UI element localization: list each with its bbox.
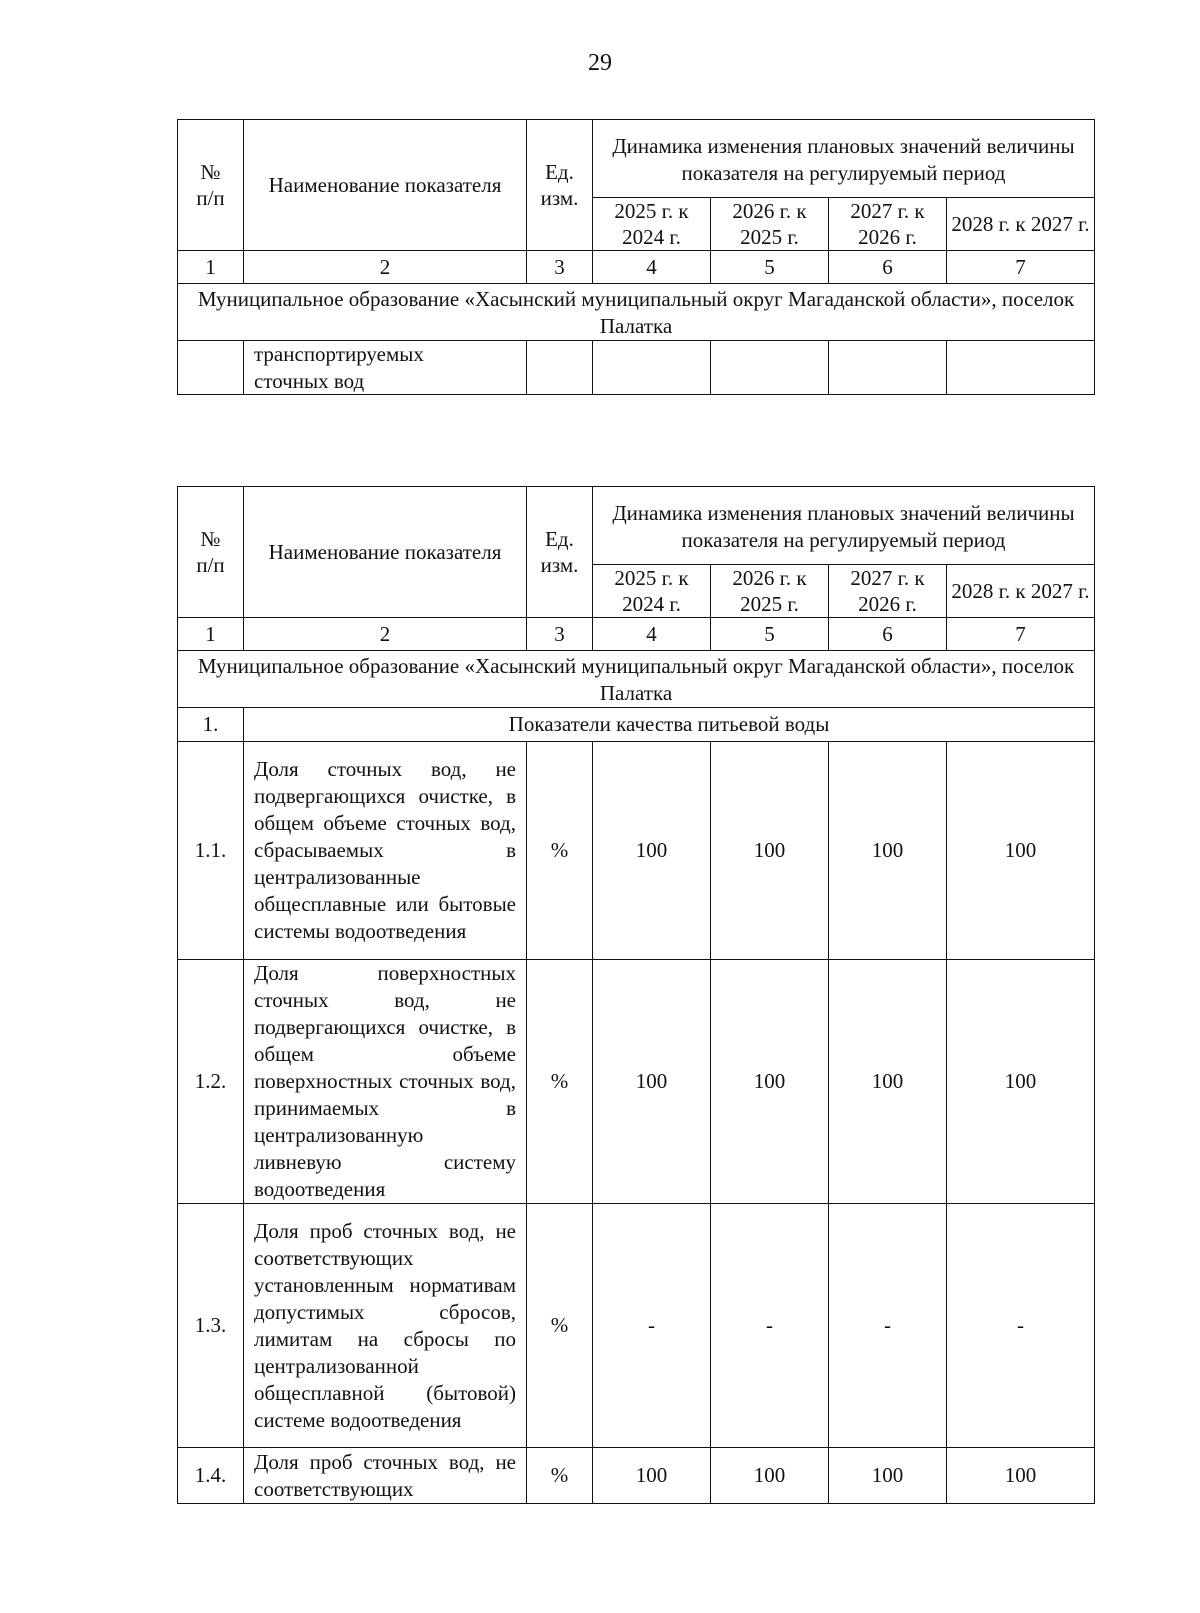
row-unit: %	[527, 960, 593, 1204]
row-name: транспортируемых сточных вод	[244, 341, 527, 395]
row-name: Доля проб сточных вод, не соответствующих	[244, 1448, 527, 1504]
header-unit: Ед. изм.	[527, 120, 593, 251]
column-number: 4	[593, 251, 711, 284]
row-value: 100	[829, 742, 947, 960]
row-num: 1.4.	[178, 1448, 244, 1504]
row-unit: %	[527, 742, 593, 960]
row-value: 100	[711, 960, 829, 1204]
municipality-row: Муниципальное образование «Хасынский муниципальный округ Магаданской области», поселок Палатка	[178, 284, 1095, 341]
column-number: 6	[829, 251, 947, 284]
row-unit: %	[527, 1204, 593, 1448]
row-name: Доля сточных вод, не подвергающихся очистке, в общем объеме сточных вод, сбрасываемых в централизованные общесплавные или бытовые системы водоотведения	[244, 742, 527, 960]
column-number: 3	[527, 251, 593, 284]
column-number: 7	[947, 618, 1095, 651]
header-year: 2028 г. к 2027 г.	[947, 198, 1095, 251]
row-unit	[527, 341, 593, 395]
column-number: 2	[244, 251, 527, 284]
row-value: 100	[593, 960, 711, 1204]
section-num: 1.	[178, 708, 244, 742]
header-dynamics: Динамика изменения плановых значений величины показателя на регулируемый период	[593, 120, 1095, 198]
row-name: Доля проб сточных вод, не соответствующих установленным нормативам допустимых сбросов, лимитам на сбросы по централизованной общесплавной (бытовой) системе водоотведения	[244, 1204, 527, 1448]
header-dynamics: Динамика изменения плановых значений величины показателя на регулируемый период	[593, 487, 1095, 565]
column-number: 6	[829, 618, 947, 651]
row-value: 100	[711, 742, 829, 960]
row-num: 1.3.	[178, 1204, 244, 1448]
row-unit: %	[527, 1448, 593, 1504]
row-value	[947, 341, 1095, 395]
header-year: 2027 г. к 2026 г.	[829, 565, 947, 618]
row-value: -	[711, 1204, 829, 1448]
row-num: 1.1.	[178, 742, 244, 960]
row-num	[178, 341, 244, 395]
row-value: 100	[947, 960, 1095, 1204]
row-value	[711, 341, 829, 395]
header-unit: Ед. изм.	[527, 487, 593, 618]
page-number: 29	[588, 50, 612, 76]
header-year: 2025 г. к 2024 г.	[593, 565, 711, 618]
row-value: -	[593, 1204, 711, 1448]
row-value	[593, 341, 711, 395]
row-value: 100	[829, 960, 947, 1204]
header-num: № п/п	[178, 120, 244, 251]
row-value: 100	[829, 1448, 947, 1504]
row-value: -	[947, 1204, 1095, 1448]
header-num: № п/п	[178, 487, 244, 618]
indicator-table	[177, 486, 1095, 1504]
header-year: 2027 г. к 2026 г.	[829, 198, 947, 251]
column-number: 5	[711, 618, 829, 651]
column-number: 4	[593, 618, 711, 651]
row-value: 100	[947, 1448, 1095, 1504]
row-name: Доля поверхностных сточных вод, не подвергающихся очистке, в общем объеме поверхностных сточных вод, принимаемых в централизованную ливневую систему водоотведения	[244, 960, 527, 1204]
header-name: Наименование показателя	[244, 487, 527, 618]
column-number: 5	[711, 251, 829, 284]
row-value: 100	[947, 742, 1095, 960]
column-number: 1	[178, 251, 244, 284]
header-year: 2026 г. к 2025 г.	[711, 198, 829, 251]
row-value: -	[829, 1204, 947, 1448]
column-number: 2	[244, 618, 527, 651]
column-number: 1	[178, 618, 244, 651]
row-value	[829, 341, 947, 395]
indicator-table-continued	[177, 119, 1095, 395]
header-year: 2025 г. к 2024 г.	[593, 198, 711, 251]
row-value: 100	[593, 1448, 711, 1504]
municipality-row: Муниципальное образование «Хасынский муниципальный округ Магаданской области», поселок Палатка	[178, 651, 1095, 708]
row-value: 100	[593, 742, 711, 960]
column-number: 3	[527, 618, 593, 651]
header-name: Наименование показателя	[244, 120, 527, 251]
row-value: 100	[711, 1448, 829, 1504]
header-year: 2028 г. к 2027 г.	[947, 565, 1095, 618]
row-num: 1.2.	[178, 960, 244, 1204]
header-year: 2026 г. к 2025 г.	[711, 565, 829, 618]
column-number: 7	[947, 251, 1095, 284]
section-title: Показатели качества питьевой воды	[244, 708, 1095, 742]
